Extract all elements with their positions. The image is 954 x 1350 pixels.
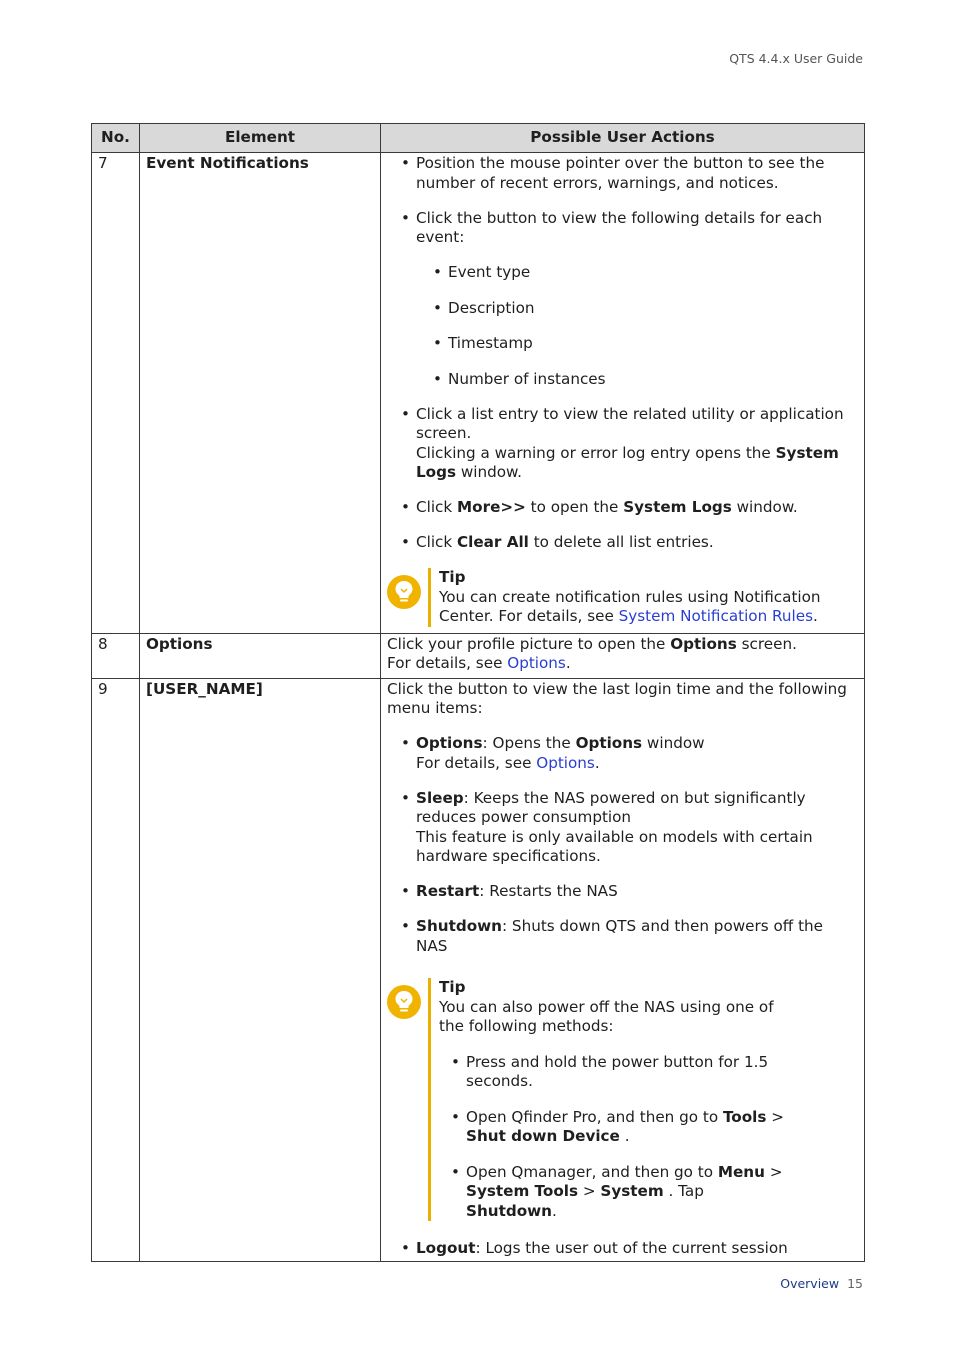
list-item: • Click More>> to open the System Logs window. [387,498,858,518]
list-item: • Open Qfinder Pro, and then go to Tools > Shut down Device . [439,1108,798,1147]
action-list [387,154,858,553]
intro-text: Click the button to view the last login time and the following menu items: [387,679,847,717]
actions-cell [381,678,865,1261]
list-item: • Description [416,299,858,319]
table-row [92,633,865,678]
section-name: Overview [780,1276,840,1291]
tip-title: Tip [439,978,466,996]
header-no: No. [92,124,140,153]
element-name: [USER_NAME] [140,678,381,1261]
actions-table [91,123,865,1262]
guide-title: QTS 4.4.x User Guide [729,51,863,66]
header-element: Element [140,124,381,153]
table-row [92,678,865,1261]
list-item: • Event type [416,263,858,283]
tip-text: You can also power off the NAS using one of the following methods: [439,997,774,1035]
row-number: 8 [92,633,140,678]
page-footer [780,1276,863,1291]
event-detail-list [416,263,858,389]
list-item: • Logout: Logs the user out of the current session [387,1239,858,1259]
list-item: • Shutdown: Shuts down QTS and then powers off the NAS [387,917,858,956]
lightbulb-icon [387,985,421,1019]
list-item: • Click a list entry to view the related utility or application screen. Clicking a warning or error log entry opens the System Logs window. [387,405,858,483]
tip-title: Tip [439,568,466,586]
tip-box [387,568,858,627]
tip-box [387,978,858,1221]
row-number: 7 [92,153,140,634]
system-notification-rules-link[interactable]: System Notification Rules [618,607,814,625]
list-item: • Sleep: Keeps the NAS powered on but significantly reduces power consumption This feature is only available on models with certain hardware specifications. [387,789,858,867]
tip-text: You can create notification rules using Notification Center. For details, see System Notification Rules. [439,587,821,625]
shutdown-method-list [439,1053,858,1222]
list-item: • Click the button to view the following details for each event: • Event type • Description • Timestamp • Number of instances [387,209,858,390]
lightbulb-icon [387,575,421,609]
row-number: 9 [92,678,140,1261]
list-item: • Open Qmanager, and then go to Menu > System Tools > System . Tap Shutdown. [439,1163,798,1222]
list-item: • Number of instances [416,370,858,390]
menu-item-list [387,1239,858,1259]
actions-cell: Click your profile picture to open the Options screen. For details, see Options. [381,633,865,678]
element-name: Event Notifications [140,153,381,634]
list-item: • Timestamp [416,334,858,354]
actions-cell [381,153,865,634]
list-item: • Position the mouse pointer over the button to see the number of recent errors, warnings, and notices. [387,154,858,193]
menu-item-list [387,734,858,956]
list-item: • Options: Opens the Options window For details, see Options. [387,734,858,773]
list-item: • Restart: Restarts the NAS [387,882,858,902]
element-name: Options [140,633,381,678]
page-number: 15 [847,1276,863,1291]
table-header-row [92,124,865,153]
table-row [92,153,865,634]
list-item: • Click Clear All to delete all list entries. [387,533,858,553]
options-link[interactable]: Options [507,654,566,672]
options-link[interactable]: Options [536,753,595,772]
header-actions: Possible User Actions [381,124,865,153]
list-item: • Press and hold the power button for 1.5 seconds. [439,1053,798,1092]
